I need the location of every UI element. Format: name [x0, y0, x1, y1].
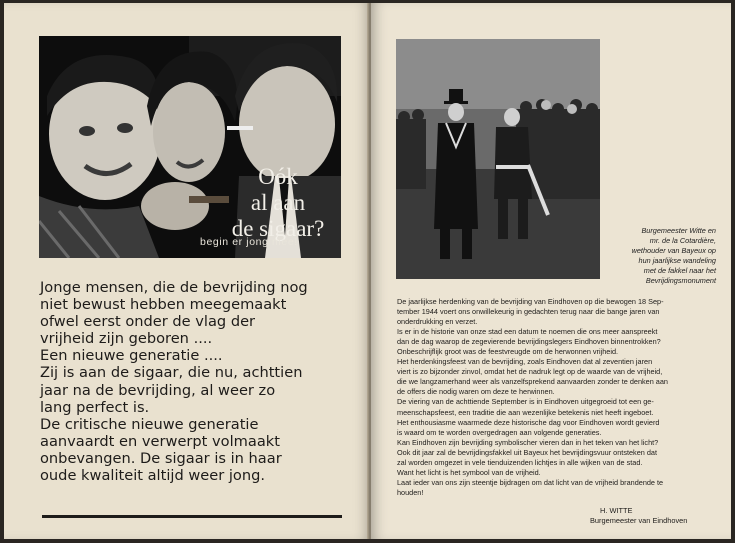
left-page [4, 3, 370, 539]
article-line: dan de dag waarop de zegevierende bevrijdingslegers Eindhoven binnentrokken? [397, 337, 661, 347]
ad-headline [213, 164, 341, 242]
ad-headline-line: al aan [250, 190, 306, 215]
article-line: Want het licht is het symbool van de vrijheid. [397, 467, 541, 477]
ad-body-line: Een nieuwe generatie .... [40, 347, 223, 365]
caption-line: wethouder van Bayeux op [631, 246, 716, 255]
signature-block [590, 506, 687, 526]
caption-line: Burgemeester Witte en [641, 226, 716, 235]
caption-line: mr. de la Cotardière, [649, 236, 716, 245]
horizontal-rule [42, 515, 342, 518]
article-line: zal worden omgezet in vele tienduizenden lichtjes in alle wijken van de stad. [397, 457, 643, 467]
ad-body-line: onbevangen. De sigaar is in haar [40, 449, 282, 467]
ad-body-line: niet bewust hebben meegemaakt [40, 296, 287, 314]
article-line: De viering van de achttiende September is in Eindhoven uitgegroeid tot een ge- [397, 397, 654, 407]
article-line: de offers die nodig waren om deze te herwinnen. [397, 387, 555, 397]
article-line: tember 1944 voert ons onwillekeurig in gedachten terug naar die bange jaren van [397, 307, 660, 317]
article-line: houden! [397, 487, 424, 497]
caption-line: met de fakkel naar het [643, 266, 716, 275]
ad-body-line: lang perfect is. [40, 398, 150, 416]
article-line: Is er in de historie van onze stad een datum te noemen die ons meer aanspreekt [397, 327, 658, 337]
cigar-ad-photo [39, 36, 341, 258]
article-line: onderdrukking en verzet. [397, 317, 478, 327]
article-line: die we langzamerhand weer als vanzelfsprekend aanvaarden zonder te denken aan [397, 377, 668, 387]
article-line: De jaarlijkse herdenking van de bevrijding van Eindhoven op die bewogen 18 Sep- [397, 297, 664, 306]
ad-body-line: oude kwaliteit altijd weer jong. [40, 467, 266, 485]
ad-body-text [40, 279, 350, 484]
right-page [371, 3, 731, 539]
torch-walk-illustration [396, 39, 600, 279]
caption-line: Bevrijdingsmonument [645, 276, 716, 285]
article-line: viert is zo bijzonder zinvol, omdat het de nadruk legt op de waarde van de vrijheid, [397, 367, 663, 377]
article-line: Het herdenkingsfeest van de bevrijding, zoals Eindhoven dat al zeventien jaren [397, 357, 653, 367]
article-line: Laat ieder van ons zijn steentje bijdragen om dat licht van de vrijheid brandende te [397, 477, 664, 487]
article-line: Kan Eindhoven zijn bevrijding symbolischer vieren dan in het teken van het licht? [397, 437, 659, 447]
ad-body-line: aanvaardt en verwerpt volmaakt [40, 432, 280, 450]
ad-body-line: ofwel eerst onder de vlag der [40, 313, 256, 331]
article-line: Het enthousiasme waarmede deze historische dag voor Eindhoven wordt gevierd [397, 417, 660, 427]
torch-walk-photo [396, 39, 600, 279]
article-line: Onbeschrijflijk groot was de feestvreugde om de herwonnen vrijheid. [397, 347, 619, 357]
signature-name: H. WITTE [600, 506, 633, 515]
caption-line: hun jaarlijkse wandeling [638, 256, 716, 265]
ad-headline-line: de sigaar? [231, 216, 325, 241]
photo-caption [598, 226, 716, 286]
ad-body-line: De critische nieuwe generatie [40, 415, 259, 433]
ad-body-line: vrijheid zijn geboren .... [40, 330, 213, 348]
ad-body-line: Jonge mensen, die de bevrijding nog [40, 279, 308, 296]
article-line: Ook dit jaar zal de bevrijdingsfakkel uit Bayeux het bevrijdingsvuur ontsteken dat [397, 447, 657, 457]
article-line: meenschapsfeest, een traditie die aan wezenlijke betekenis niet heeft ingeboet. [397, 407, 654, 417]
article-line: is waard om te worden overgedragen aan volgende generaties. [397, 427, 602, 437]
ad-headline-line: Oók [258, 164, 298, 189]
ad-slogan: begin er jong mee! [200, 236, 298, 248]
ad-body-line: Zij is aan de sigaar, die nu, achttien [40, 364, 303, 382]
signature-title: Burgemeester van Eindhoven [590, 516, 688, 525]
ad-body-line: jaar na de bevrijding, al weer zo [40, 381, 276, 399]
article-text [397, 297, 721, 498]
